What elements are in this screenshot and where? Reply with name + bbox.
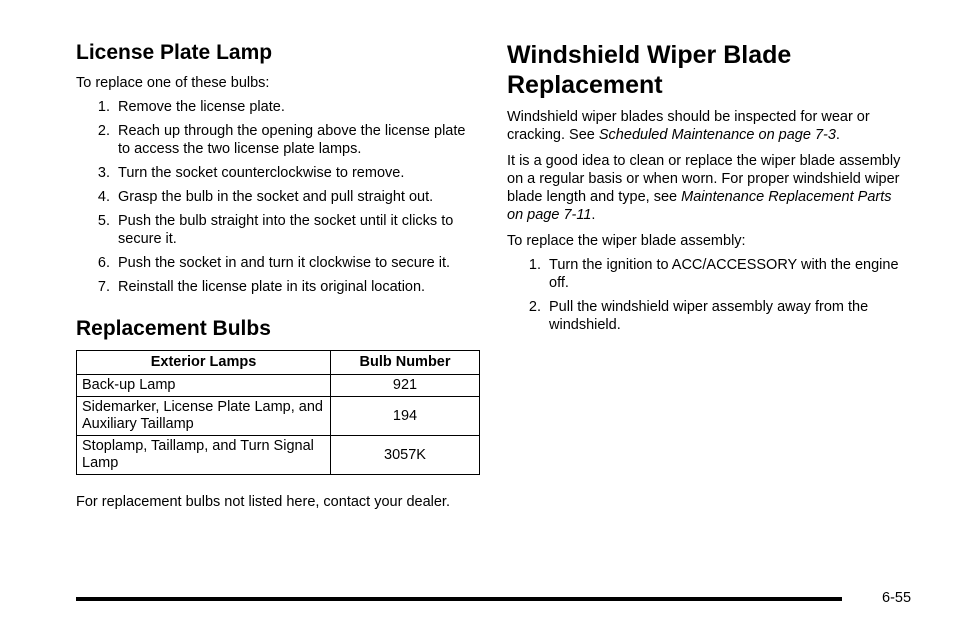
lamp-name-cell: Stoplamp, Taillamp, and Turn Signal Lamp: [77, 436, 331, 475]
step-number: 2.: [528, 299, 541, 315]
table-row: [77, 436, 480, 475]
step-text: Remove the license plate.: [118, 99, 285, 115]
list-item: [76, 98, 480, 116]
step-number: 1.: [97, 99, 110, 115]
bulb-number-cell: 921: [331, 375, 480, 397]
list-item: [507, 298, 907, 334]
table-header-row: [77, 351, 480, 375]
wiper-steps-list: [507, 256, 907, 334]
list-item: [76, 212, 480, 248]
list-item: [76, 188, 480, 206]
footer-rule: [76, 597, 842, 601]
lamp-name-cell: Sidemarker, License Plate Lamp, and Auxiliary Taillamp: [77, 397, 331, 436]
list-item: [76, 278, 480, 296]
paragraph-text: It is a good idea to clean or replace the wiper blade assembly on a regular basis or when worn. For proper windshield wiper blade length and type, see: [507, 153, 901, 205]
step-number: 5.: [97, 213, 110, 229]
cross-reference-replacement-parts: Maintenance Replacement Parts on page 7-11: [507, 189, 892, 223]
license-plate-lamp-heading: License Plate Lamp: [76, 41, 273, 64]
page-number: 6-55: [882, 590, 912, 606]
replacement-bulbs-table: [76, 350, 480, 475]
step-text: Pull the windshield wiper assembly away from the windshield.: [549, 299, 869, 333]
step-number: 3.: [97, 165, 110, 181]
step-text: Push the socket in and turn it clockwise to secure it.: [118, 255, 451, 271]
list-item: [507, 256, 907, 292]
list-item: [76, 164, 480, 182]
step-text: Reach up through the opening above the license plate to access the two license plate lamps.: [118, 123, 466, 157]
step-text: Turn the socket counterclockwise to remove.: [118, 165, 405, 181]
bulb-number-cell: 194: [331, 397, 480, 436]
step-number: 7.: [97, 279, 110, 295]
step-number: 2.: [97, 123, 110, 139]
replacement-bulbs-heading: Replacement Bulbs: [76, 317, 271, 340]
paragraph-end: .: [591, 207, 596, 223]
step-number: 6.: [97, 255, 110, 271]
license-intro: To replace one of these bulbs:: [76, 75, 270, 91]
column-header-exterior-lamps: Exterior Lamps: [77, 351, 331, 375]
paragraph-end: .: [835, 127, 840, 143]
lamp-name-cell: Back-up Lamp: [77, 375, 331, 397]
step-text: Push the bulb straight into the socket until it clicks to secure it.: [118, 213, 454, 247]
table-row: [77, 397, 480, 436]
step-text: Reinstall the license plate in its original location.: [118, 279, 426, 295]
bulb-number-cell: 3057K: [331, 436, 480, 475]
step-text: Turn the ignition to ACC/ACCESSORY with the engine off.: [549, 257, 899, 291]
windshield-wiper-heading: Windshield Wiper Blade Replacement: [507, 41, 792, 99]
step-number: 1.: [528, 257, 541, 273]
paragraph-text: Windshield wiper blades should be inspected for wear or cracking. See: [507, 109, 870, 143]
step-number: 4.: [97, 189, 110, 205]
license-steps-list: [76, 98, 480, 296]
column-header-bulb-number: Bulb Number: [331, 351, 480, 375]
left-column: [76, 40, 480, 517]
wiper-paragraph-inspect: [507, 108, 907, 144]
table-row: [77, 375, 480, 397]
right-column: [507, 40, 907, 340]
step-text: Grasp the bulb in the socket and pull straight out.: [118, 189, 434, 205]
wiper-paragraph-clean: [507, 152, 907, 224]
cross-reference-scheduled-maintenance: Scheduled Maintenance on page 7-3: [598, 127, 836, 143]
bulbs-dealer-note: For replacement bulbs not listed here, contact your dealer.: [76, 494, 450, 510]
list-item: [76, 254, 480, 272]
list-item: [76, 122, 480, 158]
wiper-intro: To replace the wiper blade assembly:: [507, 233, 746, 249]
